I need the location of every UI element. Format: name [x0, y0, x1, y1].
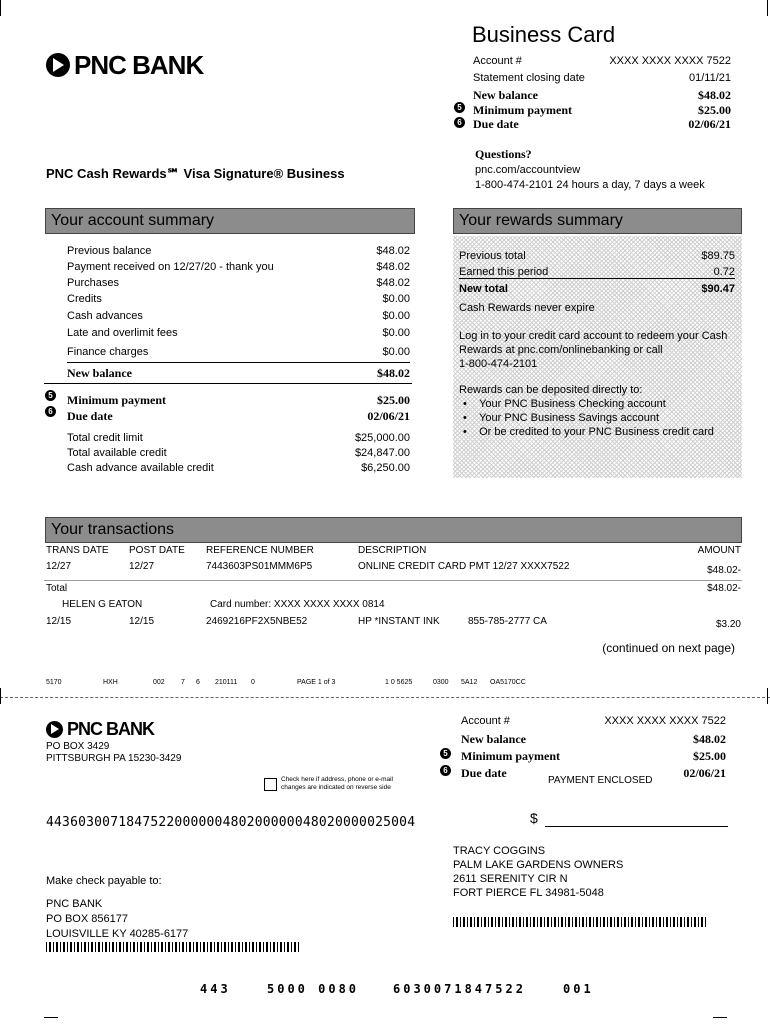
bullet-5-icon: 5 [454, 102, 465, 113]
txn-trans-date: 12/15 [46, 616, 72, 627]
card-number: Card number: XXXX XXXX XXXX 0814 [210, 599, 385, 610]
footer-code: 0300 [433, 679, 449, 686]
txn-reference: 2469216PF2X5NBE52 [206, 616, 308, 627]
account-summary-rows [67, 245, 410, 363]
txn-amount: $3.20 [715, 619, 741, 630]
footer-code: 7 [181, 679, 185, 686]
pnc-logo-icon [46, 721, 63, 738]
address-change-label: Check here if address, phone or e-mail changes are indicated on reverse side [281, 776, 394, 791]
footer-code: 210111 [215, 679, 238, 686]
coupon-due-value: 02/06/21 [683, 766, 726, 780]
header-new-balance-row: New balance $48.02 [473, 88, 731, 102]
bullet-6-icon: 6 [45, 406, 56, 417]
col-post-date: POST DATE [129, 545, 185, 556]
product-name: PNC Cash Rewards℠ Visa Signature® Business [46, 166, 345, 181]
col-trans-date: TRANS DATE [46, 545, 109, 556]
txn-total-value: $48.02- [707, 583, 741, 594]
header-due-row: Due date 02/06/21 [473, 117, 731, 131]
continued-note: (continued on next page) [602, 641, 735, 655]
summary-row: Cash advances $0.00 [67, 310, 410, 322]
questions-label: Questions? [475, 147, 532, 161]
summary-min-payment: Minimum payment $25.00 [67, 393, 410, 407]
txn-post-date: 12/15 [129, 616, 155, 627]
col-description: DESCRIPTION [358, 545, 427, 556]
limit-row: Cash advance available credit $6,250.00 [67, 462, 410, 474]
questions-web-link[interactable]: pnc.com/accountview [475, 164, 581, 176]
bullet-dot-icon: • [463, 426, 480, 438]
summary-row: Credits $0.00 [67, 293, 410, 305]
address-change-checkbox[interactable] [264, 778, 277, 791]
scan-line: 4436030071847522000000480200000048020000025004 [46, 815, 416, 830]
txn-merchant-phone: 855-785-2777 CA [468, 616, 547, 627]
registration-mark [713, 1017, 727, 1018]
bullet-5-icon: 5 [45, 390, 56, 401]
header-closing-row: Statement closing date 01/11/21 [473, 72, 731, 84]
registration-mark [0, 0, 1, 16]
summary-row: Finance charges $0.00 [67, 346, 410, 363]
tear-line [0, 697, 770, 698]
coupon-min-payment-row: Minimum payment $25.00 [461, 749, 726, 763]
bullet-dot-icon: • [463, 412, 480, 424]
rewards-summary-header: Your rewards summary [453, 208, 742, 234]
rewards-option: • Or be credited to your PNC Business credit card [463, 426, 714, 438]
rewards-new-total-row: New total $90.47 [459, 283, 735, 295]
txn-post-date: 12/27 [129, 561, 155, 572]
summary-row: Late and overlimit fees $0.00 [67, 327, 410, 339]
registration-mark [767, 0, 768, 16]
coupon-account-row: Account # XXXX XXXX XXXX 7522 [461, 715, 726, 727]
footer-code: 0 [251, 679, 255, 686]
rewards-login-line-2: Rewards at pnc.com/onlinebanking or call [459, 344, 663, 356]
coupon-po-box: PO BOX 3429 [46, 741, 110, 752]
rewards-login-line-1: Log in to your credit card account to redeem your Cash [459, 330, 728, 342]
customer-barcode [453, 917, 708, 927]
footer-code: 5170 [46, 679, 62, 686]
header-account-row: Account # XXXX XXXX XXXX 7522 [473, 55, 731, 67]
txn-amount: $48.02- [707, 565, 741, 576]
bullet-6-icon: 6 [440, 765, 451, 776]
payee-label: Make check payable to: [46, 875, 162, 887]
micr-part-4: 001 [563, 982, 594, 996]
credit-limits [67, 432, 410, 477]
col-reference: REFERENCE NUMBER [206, 545, 314, 556]
pnc-logo-icon [46, 53, 70, 77]
rewards-login-line-3: 1-800-474-2101 [459, 358, 538, 370]
txn-reference: 7443603PS01MMM6P5 [206, 561, 313, 572]
micr-part-2: 5000 0080 [267, 982, 360, 996]
txn-description: HP *INSTANT INK [358, 616, 440, 627]
customer-address: TRACY COGGINS PALM LAKE GARDENS OWNERS 2611 SERENITY CIR N FORT PIERCE FL 34981-5048 [453, 845, 624, 899]
txn-total-label: Total [46, 583, 68, 594]
summary-row: Purchases $48.02 [67, 277, 410, 289]
questions-phone: 1-800-474-2101 24 hours a day, 7 days a week [475, 179, 705, 191]
divider [44, 580, 742, 581]
txn-description: ONLINE CREDIT CARD PMT 12/27 XXXX7522 [358, 561, 570, 572]
footer-code: 6 [196, 679, 200, 686]
account-summary-header: Your account summary [45, 208, 415, 234]
col-amount: AMOUNT [697, 545, 741, 556]
rewards-never-expire: Cash Rewards never expire [459, 302, 595, 314]
txn-trans-date: 12/27 [46, 561, 72, 572]
coupon-city: PITTSBURGH PA 15230-3429 [46, 753, 182, 764]
summary-new-balance: New balance $48.02 [67, 366, 410, 380]
bullet-dot-icon: • [463, 398, 480, 410]
rewards-previous-row: Previous total $89.75 [459, 250, 735, 262]
footer-code: 002 [153, 679, 165, 686]
summary-row: Previous balance $48.02 [67, 245, 410, 257]
micr-part-3: 6030071847522 [393, 982, 526, 996]
payment-enclosed-label: PAYMENT ENCLOSED [548, 775, 653, 786]
summary-row: Payment received on 12/27/20 - thank you $48.02 [67, 261, 410, 273]
footer-code: 5A12 [461, 679, 478, 686]
dollar-sign: $ [530, 810, 538, 826]
payee-address: PNC BANK PO BOX 856177 LOUISVILLE KY 40285-6177 [46, 898, 189, 940]
registration-mark [0, 688, 1, 704]
payment-amount-field[interactable] [545, 826, 728, 827]
coupon-pnc-logo [46, 720, 154, 738]
rewards-earned-row: Earned this period 0.72 [459, 266, 735, 278]
footer-code: HXH [103, 679, 118, 686]
coupon-due-label: Due date [461, 766, 507, 780]
micr-part-1: 443 [200, 982, 231, 996]
page-indicator: PAGE 1 of 3 [297, 679, 336, 686]
pnc-logo [46, 52, 203, 78]
registration-mark [44, 1017, 58, 1018]
footer-code: 1 0 5625 [385, 679, 413, 686]
summary-due-date: Due date 02/06/21 [67, 409, 410, 423]
divider [44, 383, 412, 384]
rewards-option: • Your PNC Business Checking account [463, 398, 666, 410]
limit-row: Total credit limit $25,000.00 [67, 432, 410, 444]
statement-title: Business Card [472, 22, 616, 47]
rewards-deposit-text: Rewards can be deposited directly to: [459, 384, 643, 396]
bullet-6-icon: 6 [454, 117, 465, 128]
registration-mark [767, 688, 768, 704]
coupon-bank-name: PNC BANK [67, 719, 155, 739]
cardholder-name: HELEN G EATON [62, 599, 143, 610]
transactions-header: Your transactions [45, 517, 742, 543]
bullet-5-icon: 5 [440, 748, 451, 759]
bank-name: PNC BANK [74, 50, 204, 80]
coupon-new-balance-row: New balance $48.02 [461, 732, 726, 746]
rewards-panel [453, 236, 742, 478]
payee-barcode [46, 942, 300, 952]
rewards-option: • Your PNC Business Savings account [463, 412, 660, 424]
header-min-payment-row: Minimum payment $25.00 [473, 103, 731, 117]
footer-code: OA5170CC [490, 679, 526, 686]
limit-row: Total available credit $24,847.00 [67, 447, 410, 459]
